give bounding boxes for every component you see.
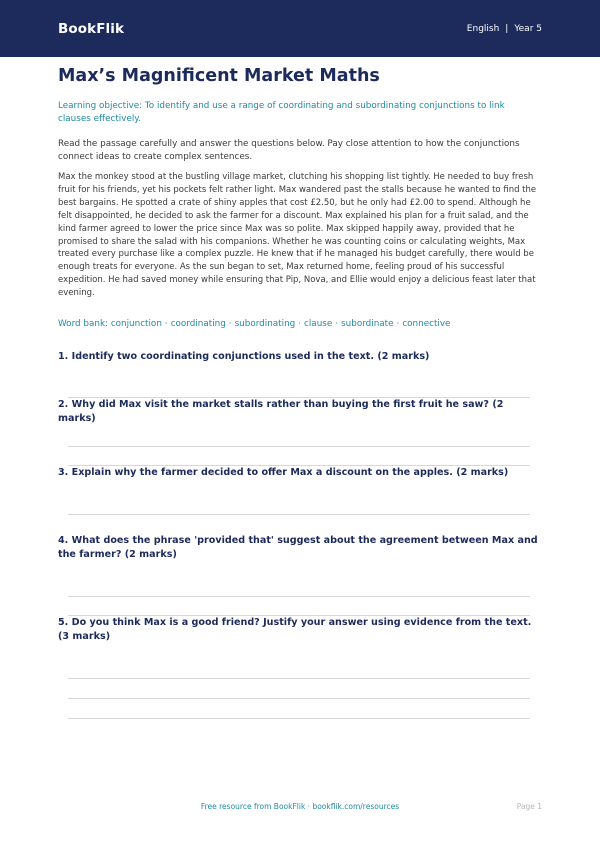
question-4: 4. What does the phrase 'provided that' suggest about the agreement between Max and the farmer? (2 marks)	[58, 535, 538, 560]
question-2: 2. Why did Max visit the market stalls rather than buying the first fruit he saw? (2 marks)	[58, 399, 504, 424]
page-number: Page 1	[516, 802, 542, 811]
instructions-text: Read the passage carefully and answer the questions below. Pay close attention to how the conjunctions connect ideas to create complex sentences.	[58, 139, 520, 162]
word-bank-word: subordinate	[341, 319, 394, 329]
word-bank-word: conjunction	[110, 319, 162, 329]
answer-line[interactable]	[68, 596, 530, 597]
word-bank: Word bank: conjunction · coordinating · subordinating · clause · subordinate · connective	[58, 319, 451, 329]
question-5: 5. Do you think Max is a good friend? Justify your answer using evidence from the text. (3 marks)	[58, 617, 532, 642]
learning-objective: Learning objective: To identify and use a range of coordinating and subordinating conjunctions to link clauses effectively.	[58, 101, 505, 124]
header-meta	[467, 24, 542, 34]
word-bank-word: connective	[402, 319, 451, 329]
word-bank-word: subordinating	[234, 319, 296, 329]
answer-line[interactable]	[68, 446, 530, 447]
year-label: Year 5	[514, 23, 542, 34]
answer-line[interactable]	[68, 514, 530, 515]
page-title: Max’s Magnificent Market Maths	[58, 66, 380, 86]
answer-line[interactable]	[68, 718, 530, 719]
reading-passage: Max the monkey stood at the bustling village market, clutching his shopping list tightly. He needed to buy fresh fruit for his friends, yet his pockets felt rather light. Max wandered past the stalls because he wanted to find the best bargains. He spotted a crate of shiny apples that cost £2.50, but he only had £2.00 to spend. Although he felt disappointed, he decided to ask the farmer for a discount. Max explained his plan for a fruit salad, and the kind farmer agreed to lower the price since Max was so polite. Max skipped happily away, provided that he promised to share the salad with his companions. Whether he was counting coins or calculating weights, Max treated every purchase like a complex puzzle. He knew that if he managed his budget carefully, there would be enough treats for everyone. As the sun began to set, Max returned home, feeling proud of his successful expedition. He had saved money while ensuring that Pip, Nova, and Ellie would enjoy a delicious feast later that evening.	[58, 172, 537, 299]
word-bank-word: clause	[304, 319, 333, 329]
word-bank-label: Word bank:	[58, 319, 109, 329]
answer-line[interactable]	[68, 698, 530, 699]
meta-separator: |	[505, 23, 509, 34]
question-3: 3. Explain why the farmer decided to offer Max a discount on the apples. (2 marks)	[58, 467, 509, 478]
answer-line[interactable]	[68, 678, 530, 679]
brand-logo: BookFlik	[58, 20, 125, 37]
word-bank-word: coordinating	[170, 319, 226, 329]
page-header	[0, 0, 600, 57]
footer-credit-link[interactable]: Free resource from BookFlik · bookflik.com/resources	[200, 802, 400, 811]
question-1: 1. Identify two coordinating conjunctions used in the text. (2 marks)	[58, 351, 430, 362]
subject-label: English	[466, 23, 500, 34]
